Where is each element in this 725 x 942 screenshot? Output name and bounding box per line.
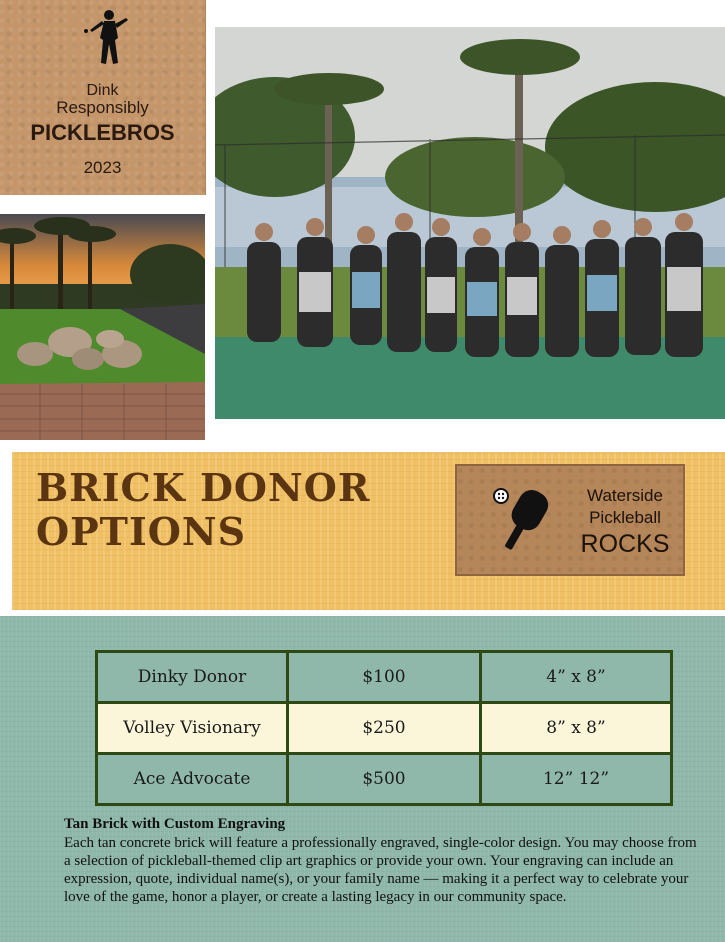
table-row: [98, 704, 670, 752]
brick-line-1: Dink: [86, 82, 119, 99]
option-size: 4” x 8”: [482, 653, 670, 701]
option-size: 12” 12”: [482, 755, 670, 803]
donor-options-table: [95, 650, 673, 806]
option-price: $100: [289, 653, 479, 701]
banner-title-line-2: OPTIONS: [36, 509, 247, 554]
group-photo: [215, 27, 725, 419]
option-price: $250: [289, 704, 479, 752]
banner-title: [36, 466, 370, 554]
table-row: [98, 653, 670, 701]
description-title: Tan Brick with Custom Engraving: [64, 816, 286, 832]
option-size: 8” x 8”: [482, 704, 670, 752]
sample-brick-line-3: ROCKS: [580, 530, 670, 558]
option-name: Ace Advocate: [98, 755, 286, 803]
option-price: $500: [289, 755, 479, 803]
engraved-brick-picklebros: [0, 0, 206, 195]
option-name: Volley Visionary: [98, 704, 286, 752]
options-panel: [0, 616, 725, 942]
pickleball-player-icon: [82, 8, 132, 68]
brick-path-photo: [0, 214, 205, 440]
option-name: Dinky Donor: [98, 653, 286, 701]
description-body: Each tan concrete brick will feature a professionally engraved, single-color design. You may choose from a selection of pickleball-themed clip art graphics or provide your own. Your engraving can include an expression, quote, individual name(s), or your family name — making it a perfect way to celebrate your love of the game, honor a player, or create a lasting legacy in our community space.: [64, 835, 697, 905]
pickleball-paddle-icon: [487, 480, 559, 560]
brick-year: 2023: [83, 158, 122, 177]
sample-brick-line-2: Pickleball: [589, 508, 661, 527]
sample-brick-line-1: Waterside: [587, 486, 663, 505]
engraved-brick-sample: [455, 464, 685, 576]
brick-line-3: PICKLEBROS: [30, 120, 175, 145]
brick-donor-banner: [12, 452, 725, 610]
table-row: [98, 755, 670, 803]
banner-title-line-1: BRICK DONOR: [36, 465, 371, 510]
brick-line-2: Responsibly: [56, 98, 149, 117]
